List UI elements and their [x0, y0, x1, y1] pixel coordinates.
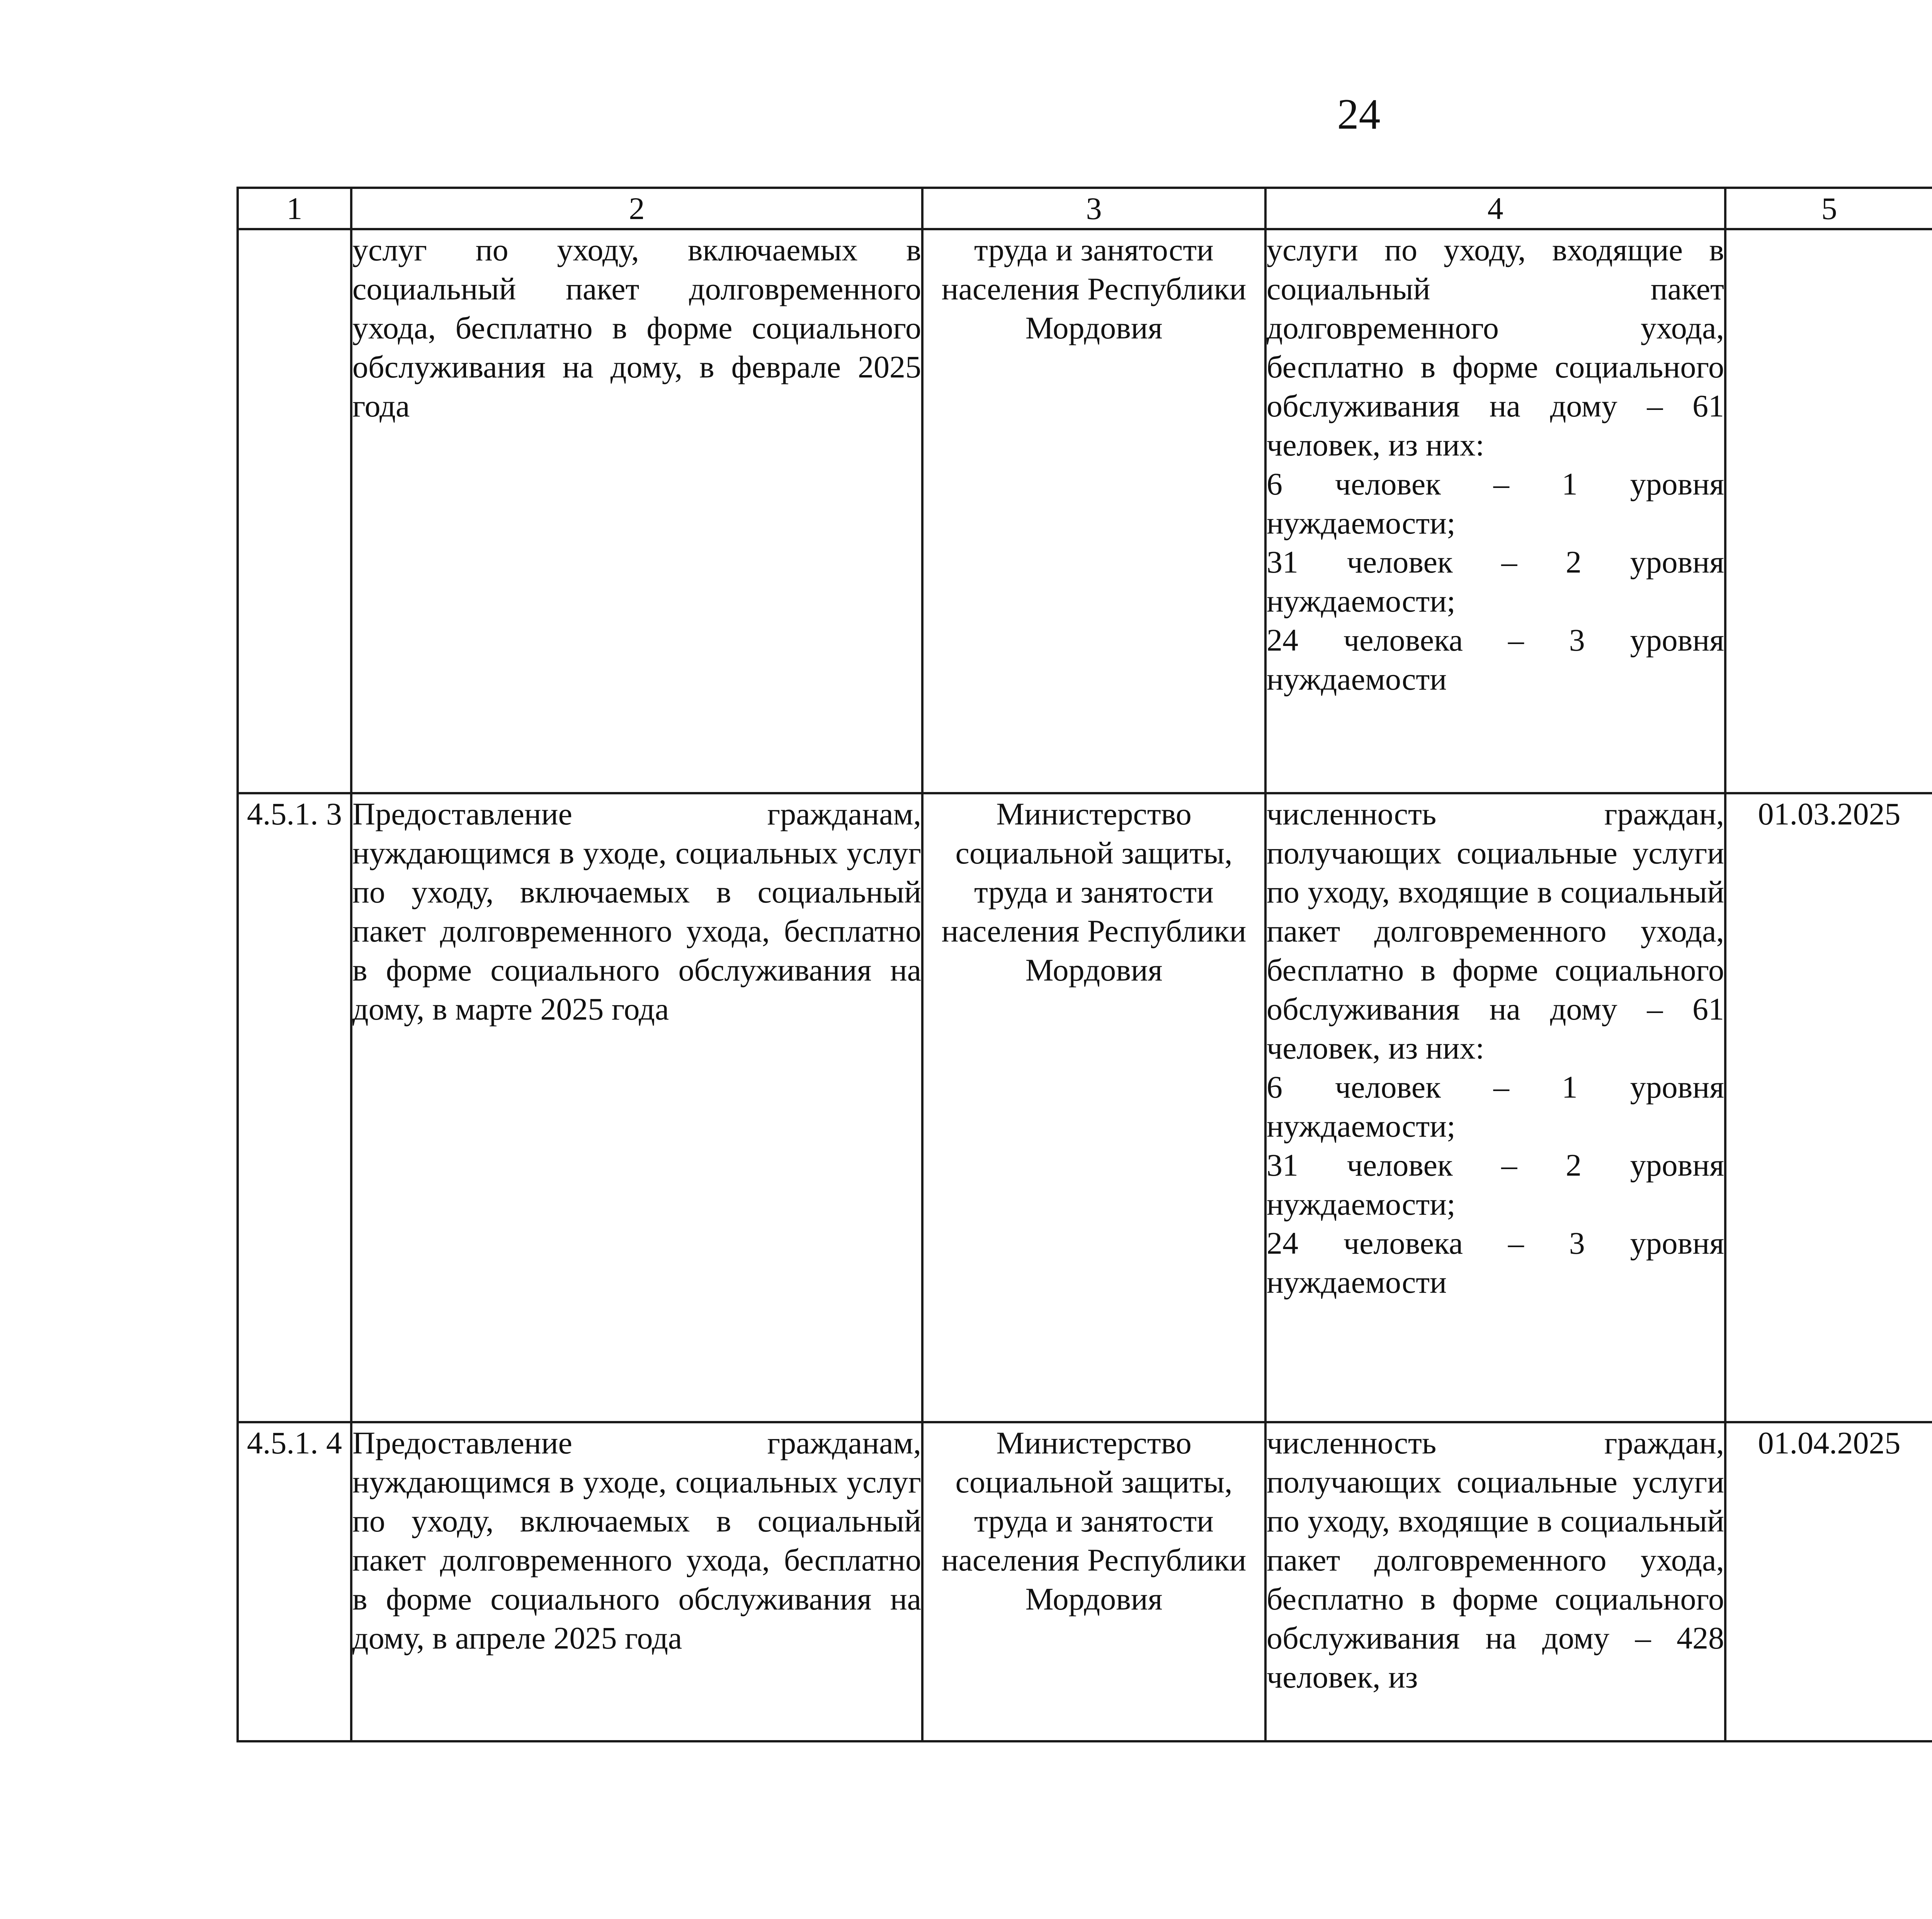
indicator-item: 24 человека – 3 уровня нуждаемости	[1267, 622, 1724, 697]
indicator-cell	[1265, 793, 1725, 1422]
start-date: 01.03.2025	[1725, 793, 1932, 1422]
executor: Министерство социальной защиты, труда и занятости населения Республики Мордовия	[922, 793, 1265, 1422]
event-description: Предоставление гражданам, нуждающимся в уходе, социальных услуг по уходу, включаемых в социальный пакет долговременного ухода, бесплатно в форме социального обслуживания на дому, в апреле 2025 года	[351, 1422, 922, 1741]
indicator-item: 31 человек – 2 уровня нуждаемости;	[1267, 544, 1724, 619]
start-date: 01.04.2025	[1725, 1422, 1932, 1741]
executor: труда и занятости населения Республики Мордовия	[922, 229, 1265, 793]
program-table	[236, 187, 1932, 1742]
column-header: 1	[238, 188, 351, 229]
indicator-cell	[1265, 229, 1725, 793]
indicator-cell	[1265, 1422, 1725, 1741]
row-number	[238, 229, 351, 793]
header-row	[238, 188, 1932, 229]
column-header: 2	[351, 188, 922, 229]
indicator-item: 6 человек – 1 уровня нуждаемости;	[1267, 466, 1724, 541]
column-header: 5	[1725, 188, 1932, 229]
executor: Министерство социальной защиты, труда и занятости населения Республики Мордовия	[922, 1422, 1265, 1741]
row-number: 4.5.1. 3	[238, 793, 351, 1422]
row-number: 4.5.1. 4	[238, 1422, 351, 1741]
indicator-item: 24 человека – 3 уровня нуждаемости	[1267, 1226, 1724, 1300]
indicator-text: численность граждан, получающих социальные услуги по уходу, входящие в социальный пакет долговременного ухода, бесплатно в форме социального обслуживания на дому – 428 человек, из	[1267, 1425, 1724, 1695]
page-number: 24	[1337, 90, 1381, 138]
table-row	[238, 1422, 1932, 1741]
table-row	[238, 793, 1932, 1422]
event-description: услуг по уходу, включаемых в социальный пакет долговременного ухода, бесплатно в форме социального обслуживания на дому, в феврале 2025 года	[351, 229, 922, 793]
indicator-text: услуги по уходу, входящие в социальный пакет долговременного ухода, бесплатно в форме социального обслуживания на дому – 61 человек, из них:	[1267, 232, 1724, 462]
event-description: Предоставление гражданам, нуждающимся в уходе, социальных услуг по уходу, включаемых в социальный пакет долговременного ухода, бесплатно в форме социального обслуживания на дому, в марте 2025 года	[351, 793, 922, 1422]
column-header: 3	[922, 188, 1265, 229]
indicator-item: 31 человек – 2 уровня нуждаемости;	[1267, 1147, 1724, 1222]
start-date	[1725, 229, 1932, 793]
indicator-text: численность граждан, получающих социальные услуги по уходу, входящие в социальный пакет долговременного ухода, бесплатно в форме социального обслуживания на дому – 61 человек, из них:	[1267, 796, 1724, 1066]
indicator-item: 6 человек – 1 уровня нуждаемости;	[1267, 1069, 1724, 1144]
column-header: 4	[1265, 188, 1725, 229]
table-row	[238, 229, 1932, 793]
